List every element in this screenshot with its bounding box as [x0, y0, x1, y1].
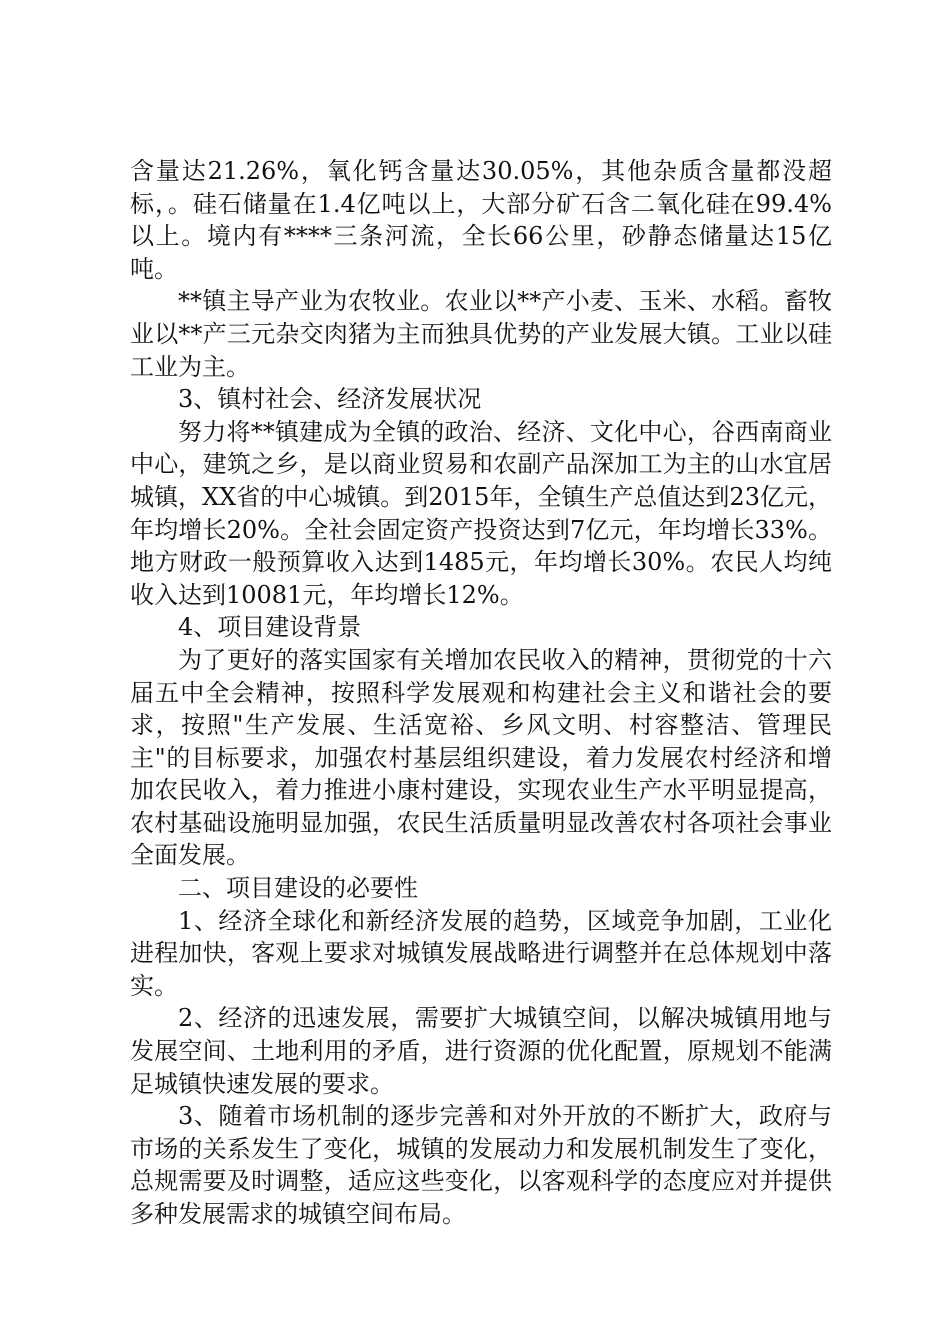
- section-heading-necessity: 二、项目建设的必要性: [178, 874, 418, 903]
- document-page: [130, 155, 832, 1231]
- section-heading-project-background: 4、项目建设背景: [178, 613, 362, 642]
- paragraph-necessity-2: 2、经济的迅速发展，需要扩大城镇空间，以解决城镇用地与发展空间、土地利用的矛盾，进行资源的优化配置，原规划不能满足城镇快速发展的要求。: [130, 1004, 832, 1098]
- section-heading-social-economic: 3、镇村社会、经济发展状况: [178, 385, 482, 414]
- paragraph-necessity-3: 3、随着市场机制的逐步完善和对外开放的不断扩大，政府与市场的关系发生了变化，城镇的发展动力和发展机制发生了变化，总规需要及时调整，适应这些变化，以客观科学的态度应对并提供多种发展需求的城镇空间布局。: [130, 1102, 832, 1228]
- paragraph-leading-industry: **镇主导产业为农牧业。农业以**产小麦、玉米、水稻。畜牧业以**产三元杂交肉猪为主而独具优势的产业发展大镇。工业以硅工业为主。: [130, 287, 832, 381]
- paragraph-project-background: 为了更好的落实国家有关增加农民收入的精神，贯彻党的十六届五中全会精神，按照科学发展观和构建社会主义和谐社会的要求，按照"生产发展、生活宽裕、乡风文明、村容整洁、管理民主"的目标要求，加强农村基层组织建设，着力发展农村经济和增加农民收入，着力推进小康村建设，实现农业生产水平明显提高，农村基础设施明显加强，农民生活质量明显改善农村各项社会事业全面发展。: [130, 645, 832, 870]
- paragraph-mineral-resources: 含量达21.26%，氧化钙含量达30.05%，其他杂质含量都没超标，。硅石储量在1.4亿吨以上，大部分矿石含二氧化硅在99.4%以上。境内有****三条河流，全长66公里，砂静态储量达15亿吨。: [130, 157, 832, 283]
- paragraph-development-status: 努力将**镇建成为全镇的政治、经济、文化中心，谷西南商业中心，建筑之乡，是以商业贸易和农副产品深加工为主的山水宜居城镇，XX省的中心城镇。到2015年，全镇生产总值达到23亿元，年均增长20%。全社会固定资产投资达到7亿元，年均增长33%。地方财政一般预算收入达到1485元，年均增长30%。农民人均纯收入达到10081元，年均增长12%。: [130, 417, 832, 609]
- paragraph-necessity-1: 1、经济全球化和新经济发展的趋势，区域竞争加剧，工业化进程加快，客观上要求对城镇发展战略进行调整并在总体规划中落实。: [130, 906, 832, 1000]
